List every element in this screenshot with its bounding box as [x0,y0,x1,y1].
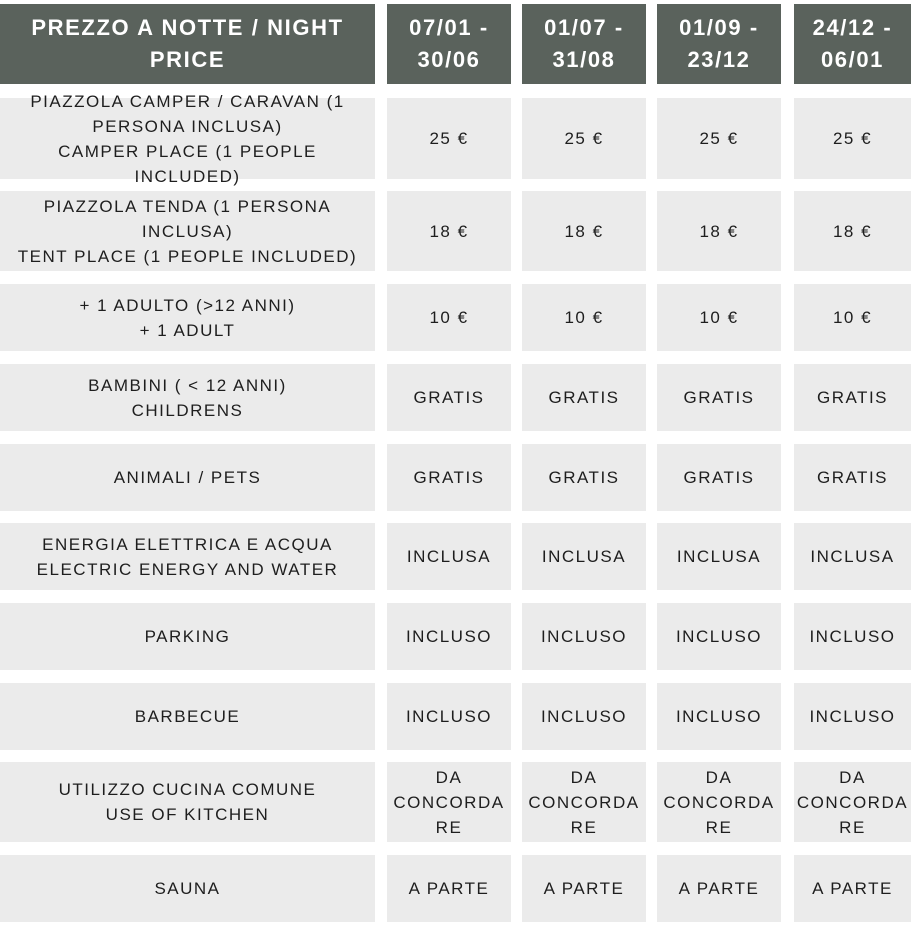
price-value: A PARTE [812,879,893,898]
price-cell [522,855,646,922]
price-value: INCLUSO [675,707,763,726]
price-value: GRATIS [548,388,620,407]
price-value: GRATIS [816,468,889,487]
header-label: PREZZO A NOTTE / NIGHT PRICE [31,15,344,72]
header-cell-period-1 [387,4,511,84]
price-cell [657,683,781,750]
price-value: INCLUSA [406,547,492,566]
price-value: 25 € [832,129,873,148]
price-value: 18 € [699,221,739,241]
price-cell [657,98,781,179]
price-cell [387,855,511,922]
price-cell [794,683,911,750]
row-label [0,364,375,431]
price-value: INCLUSO [675,627,763,646]
price-cell [657,284,781,351]
price-cell [522,444,646,511]
price-value: INCLUSO [809,707,896,726]
row-label [0,191,375,271]
price-value: GRATIS [413,388,485,407]
price-cell [794,98,911,179]
price-cell [657,523,781,590]
price-value: 10 € [832,308,873,327]
price-cell [794,364,911,431]
price-value: DA CONCORDA RE [393,767,505,837]
price-cell [522,683,646,750]
price-value: GRATIS [683,468,755,487]
price-value: INCLUSO [540,707,628,726]
price-cell [387,603,511,670]
price-cell [522,98,646,179]
price-value: 18 € [429,221,469,241]
header-label: 07/01 - 30/06 [409,15,489,72]
price-cell [794,603,911,670]
price-cell [794,191,911,271]
price-value: INCLUSO [405,627,493,646]
price-cell [522,762,646,842]
price-cell [657,762,781,842]
price-cell [657,603,781,670]
header-cell-period-2 [522,4,646,84]
price-cell [522,191,646,271]
price-cell [794,762,911,842]
row-label-text: + 1 ADULTO (>12 ANNI) + 1 ADULT [79,295,296,340]
price-cell [657,191,781,271]
price-value: GRATIS [413,468,485,487]
row-label [0,855,375,922]
price-cell [387,191,511,271]
price-value: INCLUSO [809,627,896,646]
row-label-text: UTILIZZO CUCINA COMUNE USE OF KITCHEN [58,780,317,824]
price-cell [387,284,511,351]
price-value: A PARTE [543,879,625,898]
price-value: INCLUSA [541,547,627,566]
header-cell-night-price [0,4,375,84]
row-label [0,444,375,511]
price-cell [794,523,911,590]
price-cell [794,444,911,511]
header-label: 24/12 - 06/01 [812,15,893,72]
price-value: GRATIS [548,468,620,487]
row-label-text: PARKING [144,627,231,646]
row-label-text: SAUNA [154,879,221,898]
row-label [0,603,375,670]
price-cell [657,855,781,922]
header-cell-period-3 [657,4,781,84]
price-value: 10 € [699,308,739,327]
price-cell [387,364,511,431]
header-label: 01/09 - 23/12 [679,15,759,72]
price-cell [387,523,511,590]
price-cell [522,523,646,590]
price-value: 10 € [429,308,469,327]
price-cell [657,444,781,511]
row-label [0,762,375,842]
price-value: 25 € [699,129,739,148]
row-label-text: ENERGIA ELETTRICA E ACQUA ELECTRIC ENERGY AND WATER [36,534,339,579]
price-cell [387,98,511,179]
price-value: 18 € [832,221,873,241]
price-value: DA CONCORDA RE [528,767,640,837]
row-label-text: ANIMALI / PETS [113,468,262,487]
price-cell [794,284,911,351]
price-value: 10 € [564,308,604,327]
price-cell [387,683,511,750]
price-cell [387,762,511,842]
row-label [0,683,375,750]
price-cell [522,603,646,670]
price-value: DA CONCORDA RE [796,767,909,837]
price-value: INCLUSO [405,707,493,726]
row-label-text: PIAZZOLA CAMPER / CARAVAN (1 PERSONA INCLUSA) CAMPER PLACE (1 PEOPLE INCLUDED) [30,91,345,186]
price-value: 18 € [564,221,604,241]
price-value: A PARTE [678,879,760,898]
price-value: GRATIS [816,388,889,407]
price-value: INCLUSA [676,547,762,566]
price-cell [794,855,911,922]
price-value: GRATIS [683,388,755,407]
header-label: 01/07 - 31/08 [544,15,624,72]
price-value: 25 € [564,129,604,148]
price-value: A PARTE [408,879,490,898]
row-label [0,523,375,590]
price-cell [657,364,781,431]
header-cell-period-4 [794,4,911,84]
row-label-text: BAMBINI ( < 12 ANNI) CHILDRENS [88,375,287,420]
price-cell [522,284,646,351]
price-cell [387,444,511,511]
price-value: DA CONCORDA RE [663,767,775,837]
row-label-text: PIAZZOLA TENDA (1 PERSONA INCLUSA) TENT PLACE (1 PEOPLE INCLUDED) [17,196,358,266]
row-label [0,91,375,186]
row-label-text: BARBECUE [134,707,241,726]
price-value: INCLUSO [540,627,628,646]
row-label [0,284,375,351]
price-value: 25 € [429,129,469,148]
price-cell [522,364,646,431]
price-value: INCLUSA [810,547,895,566]
